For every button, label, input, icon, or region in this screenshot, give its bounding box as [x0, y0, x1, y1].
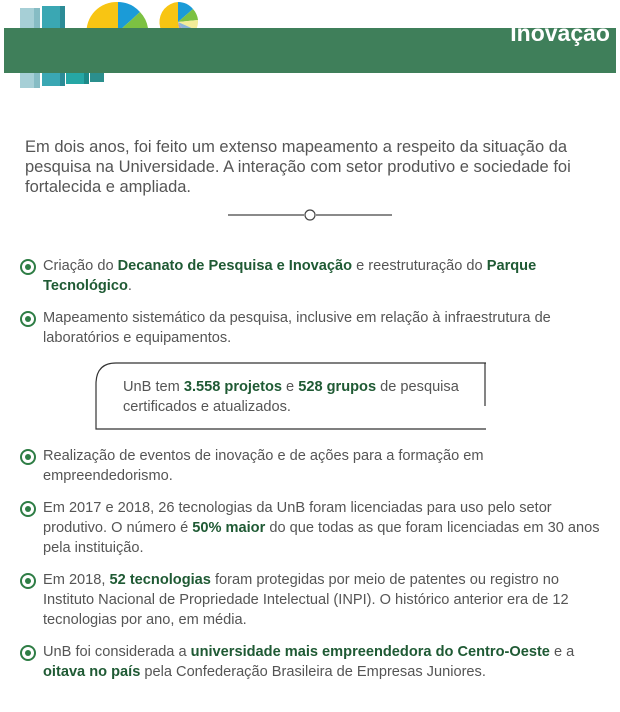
body-text: Em 2017 e 2018, 26 tecnologias da UnB foram licenciadas para uso pelo setor produtivo. O número é — [43, 500, 552, 536]
highlight-text: 50% maior — [192, 520, 266, 536]
list-item — [20, 570, 600, 630]
list-item — [20, 498, 600, 558]
highlight-text: Parque Tecnológico — [43, 258, 537, 294]
body-text: Em 2018, — [43, 572, 110, 588]
highlight-text: 528 grupos — [298, 379, 377, 395]
list-item — [20, 256, 600, 296]
body-text: pela Confederação Brasileira de Empresas Juniores. — [140, 664, 486, 680]
list-item — [20, 446, 600, 486]
highlight-text: oitava no país — [43, 664, 141, 680]
body-text: Criação do — [43, 258, 118, 274]
highlight-text: 52 tecnologias — [109, 572, 211, 588]
research-stats-callout — [94, 362, 486, 430]
callout-text — [123, 377, 473, 417]
body-text: e reestruturação do — [352, 258, 487, 274]
page-title: Inovação — [510, 20, 610, 46]
bullet-icon — [20, 259, 36, 275]
body-text: do que todas as que foram licenciadas em 30 anos pela instituição. — [43, 520, 600, 556]
body-text: foram protegidas por meio de patentes ou registro no Instituto Nacional de Propriedade Intelectual (INPI). O histórico anterior era de 12 tecnologias por ano, em média. — [43, 572, 569, 628]
section-divider — [228, 208, 392, 222]
list-item — [20, 308, 600, 348]
bullet-icon — [20, 501, 36, 517]
intro-paragraph: Em dois anos, foi feito um extenso mapeamento a respeito da situação da pesquisa na Universidade. A interação com setor produtivo e sociedade foi fortalecida e ampliada. — [25, 137, 571, 196]
body-text: e a — [549, 644, 575, 660]
body-text: UnB foi considerada a — [43, 644, 191, 660]
body-text: . — [127, 278, 132, 294]
body-text: de pesquisa certificados e atualizados. — [123, 379, 459, 415]
list-item — [20, 642, 600, 682]
bullet-icon — [20, 645, 36, 661]
highlight-text: universidade mais empreendedora do Centro-Oeste — [190, 644, 550, 660]
header-banner — [4, 20, 616, 73]
body-text: e — [281, 379, 299, 395]
highlight-text: 3.558 projetos — [183, 379, 282, 395]
body-text: UnB tem — [123, 379, 184, 395]
body-text: Mapeamento sistemático da pesquisa, inclusive em relação à infraestrutura de laboratórios e equipamentos. — [43, 310, 551, 346]
highlight-text: Decanato de Pesquisa e Inovação — [117, 258, 353, 274]
bullet-icon — [20, 311, 36, 327]
body-text: Realização de eventos de inovação e de ações para a formação em empreendedorismo. — [43, 448, 484, 484]
bullet-icon — [20, 449, 36, 465]
bullet-icon — [20, 573, 36, 589]
